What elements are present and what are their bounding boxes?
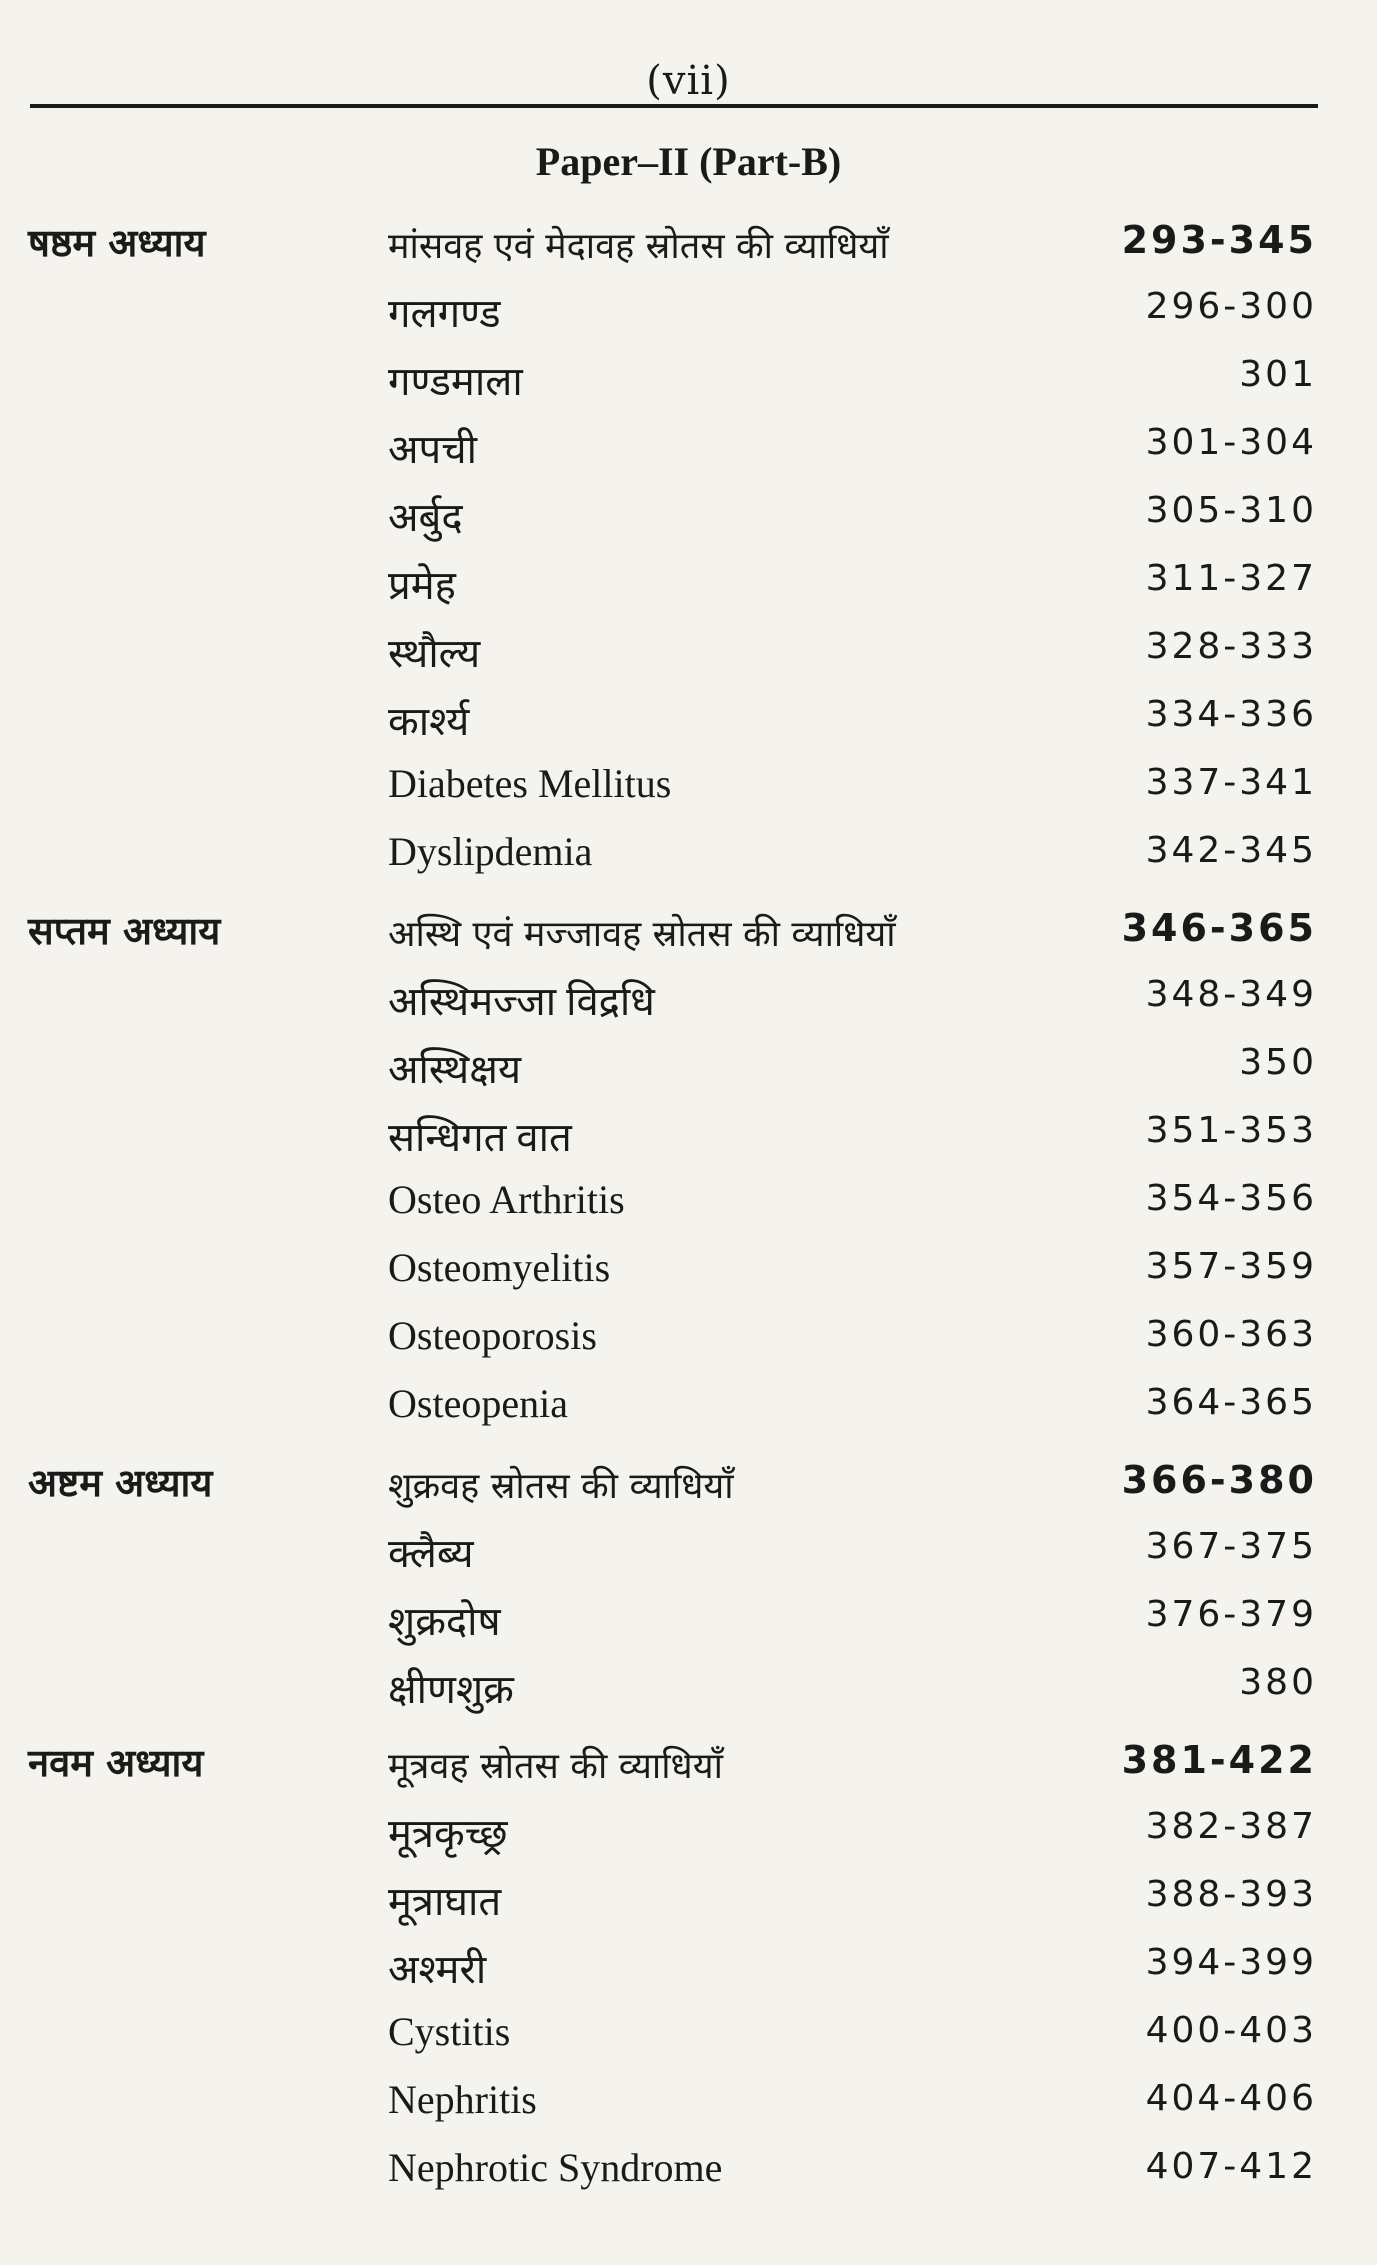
table-of-contents [0, 206, 1377, 2202]
entry-title: Nephrotic Syndrome [388, 2145, 723, 2190]
chapter-section [0, 1446, 1377, 1718]
entry-page-range: 348-349 [1145, 974, 1317, 1015]
entry-page-range: 364-365 [1145, 1382, 1317, 1423]
page-number: (vii) [646, 58, 731, 104]
toc-entry [0, 818, 1377, 886]
toc-entry [0, 1582, 1377, 1650]
toc-entry [0, 2134, 1377, 2202]
toc-entry [0, 478, 1377, 546]
chapter-heading: मांसवह एवं मेदावह स्रोतस की व्याधियाँ [388, 226, 889, 267]
chapter-name: षष्ठम अध्याय [28, 221, 206, 265]
entry-title: गलगण्ड [388, 291, 501, 336]
toc-entry [0, 410, 1377, 478]
entry-page-range: 328-333 [1145, 626, 1317, 667]
entry-page-range: 394-399 [1145, 1942, 1317, 1983]
toc-entry [0, 1514, 1377, 1582]
toc-entry [0, 1098, 1377, 1166]
entry-page-range: 351-353 [1145, 1110, 1317, 1151]
entry-page-range: 311-327 [1145, 558, 1317, 599]
entry-title: अपची [388, 427, 478, 472]
entry-title: Osteopenia [388, 1381, 568, 1426]
entry-title: प्रमेह [388, 563, 456, 608]
toc-entry [0, 1370, 1377, 1438]
entry-title: कार्श्य [388, 699, 470, 744]
toc-entry [0, 1302, 1377, 1370]
chapter-section [0, 206, 1377, 886]
toc-entry [0, 546, 1377, 614]
chapter-heading-row [0, 894, 1377, 962]
entry-page-range: 337-341 [1145, 762, 1317, 803]
chapter-heading: मूत्रवह स्रोतस की व्याधियाँ [388, 1746, 723, 1787]
entry-title: मूत्रकृच्छ्र [388, 1811, 508, 1856]
entry-page-range: 354-356 [1145, 1178, 1317, 1219]
entry-page-range: 357-359 [1145, 1246, 1317, 1287]
chapter-heading: शुक्रवह स्रोतस की व्याधियाँ [388, 1466, 734, 1507]
chapter-page-range: 381-422 [1121, 1738, 1317, 1782]
header-rule [30, 104, 1318, 108]
entry-title: Osteomyelitis [388, 1245, 611, 1290]
toc-entry [0, 1862, 1377, 1930]
entry-page-range: 380 [1239, 1662, 1317, 1703]
toc-entry [0, 614, 1377, 682]
entry-title: Dyslipdemia [388, 829, 593, 874]
toc-entry [0, 1166, 1377, 1234]
toc-entry [0, 2066, 1377, 2134]
entry-title: मूत्राघात [388, 1879, 502, 1924]
entry-title: Osteoporosis [388, 1313, 597, 1358]
entry-title: Cystitis [388, 2009, 511, 2054]
entry-page-range: 342-345 [1145, 830, 1317, 871]
entry-page-range: 400-403 [1145, 2010, 1317, 2051]
entry-page-range: 350 [1239, 1042, 1317, 1083]
entry-page-range: 388-393 [1145, 1874, 1317, 1915]
entry-title: शुक्रदोष [388, 1599, 501, 1644]
toc-entry [0, 342, 1377, 410]
entry-page-range: 305-310 [1145, 490, 1317, 531]
entry-title: क्लैब्य [388, 1531, 474, 1576]
chapter-name: सप्तम अध्याय [28, 909, 221, 953]
entry-title: सन्धिगत वात [388, 1115, 572, 1160]
toc-entry [0, 274, 1377, 342]
chapter-name: अष्टम अध्याय [28, 1461, 213, 1505]
entry-page-range: 301 [1239, 354, 1317, 395]
toc-entry [0, 1030, 1377, 1098]
toc-entry [0, 1650, 1377, 1718]
entry-page-range: 407-412 [1145, 2146, 1317, 2187]
toc-entry [0, 682, 1377, 750]
entry-title: स्थौल्य [388, 631, 481, 676]
chapter-name: नवम अध्याय [28, 1741, 204, 1785]
toc-entry [0, 1794, 1377, 1862]
chapter-heading-row [0, 1726, 1377, 1794]
chapter-page-range: 293-345 [1121, 218, 1317, 262]
chapter-section [0, 894, 1377, 1438]
entry-page-range: 334-336 [1145, 694, 1317, 735]
entry-title: अस्थिमज्जा विद्रधि [388, 979, 655, 1024]
part-title: Paper–II (Part-B) [535, 139, 842, 184]
entry-title: क्षीणशुक्र [388, 1667, 514, 1712]
entry-title: Diabetes Mellitus [388, 761, 672, 806]
entry-title: अश्मरी [388, 1947, 487, 1992]
entry-title: अस्थिक्षय [388, 1047, 522, 1092]
chapter-section [0, 1726, 1377, 2202]
chapter-page-range: 366-380 [1121, 1458, 1317, 1502]
entry-title: Nephritis [388, 2077, 537, 2122]
chapter-heading-row [0, 1446, 1377, 1514]
entry-page-range: 360-363 [1145, 1314, 1317, 1355]
chapter-heading-row [0, 206, 1377, 274]
entry-page-range: 376-379 [1145, 1594, 1317, 1635]
chapter-heading: अस्थि एवं मज्जावह स्रोतस की व्याधियाँ [388, 914, 896, 955]
entry-page-range: 296-300 [1145, 286, 1317, 327]
toc-entry [0, 1234, 1377, 1302]
entry-page-range: 367-375 [1145, 1526, 1317, 1567]
toc-entry [0, 750, 1377, 818]
toc-entry [0, 1930, 1377, 1998]
entry-page-range: 382-387 [1145, 1806, 1317, 1847]
entry-title: गण्डमाला [388, 359, 523, 404]
entry-page-range: 301-304 [1145, 422, 1317, 463]
entry-title: Osteo Arthritis [388, 1177, 625, 1222]
toc-entry [0, 1998, 1377, 2066]
entry-title: अर्बुद [388, 495, 463, 540]
toc-entry [0, 962, 1377, 1030]
entry-page-range: 404-406 [1145, 2078, 1317, 2119]
chapter-page-range: 346-365 [1121, 906, 1317, 950]
